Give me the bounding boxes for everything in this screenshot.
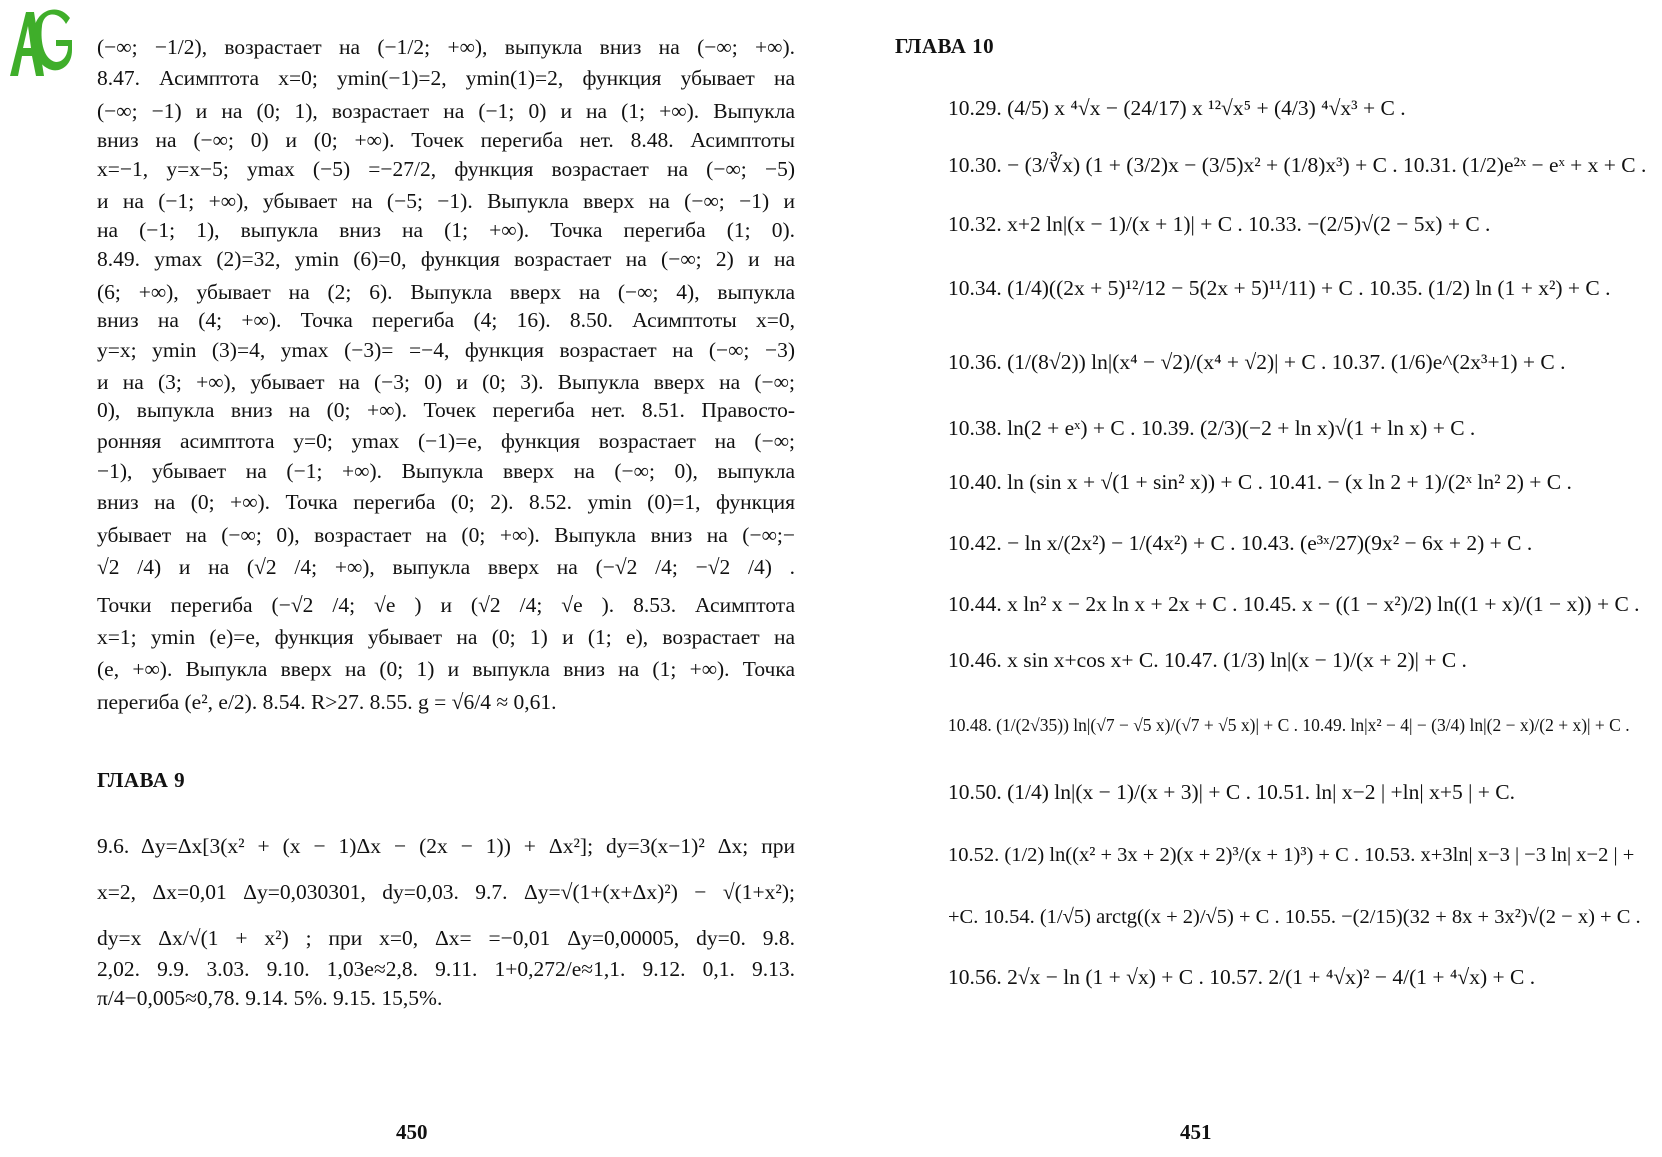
text-line: и на (−1; +∞), убывает на (−5; −1). Выпукла вверх на (−∞; −1) и	[97, 189, 795, 213]
answer-line: 10.30. − (3/∛x) (1 + (3/2)x − (3/5)x² + (1/8)x³) + C . 10.31. (1/2)e²ˣ − eˣ + x + C .	[948, 153, 1647, 177]
text-line: и на (3; +∞), убывает на (−3; 0) и (0; 3). Выпукла вверх на (−∞;	[97, 370, 795, 394]
chapter-9-line: π/4−0,005≈0,78. 9.14. 5%. 9.15. 15,5%.	[97, 986, 443, 1010]
text-line: (−∞; −1/2), возрастает на (−1/2; +∞), выпукла вниз на (−∞; +∞).	[97, 35, 795, 59]
answer-line: 10.46. x sin x+cos x+ C. 10.47. (1/3) ln|(x − 1)/(x + 2)| + C .	[948, 648, 1467, 672]
text-line: перегиба (e², e/2). 8.54. R>27. 8.55. g = √6/4 ≈ 0,61.	[97, 690, 557, 714]
text-line: (6; +∞), убывает на (2; 6). Выпукла вверх на (−∞; 4), выпукла	[97, 280, 795, 304]
text-line: убывает на (−∞; 0), возрастает на (0; +∞). Выпукла вниз на (−∞;−	[97, 523, 795, 547]
answer-line: 10.50. (1/4) ln|(x − 1)/(x + 3)| + C . 10.51. ln| x−2 | +ln| x+5 | + C.	[948, 780, 1515, 804]
text-line: (e, +∞). Выпукла вверх на (0; 1) и выпукла вниз на (1; +∞). Точка	[97, 657, 795, 681]
text-line: x=−1, y=x−5; ymax (−5) =−27/2, функция возрастает на (−∞; −5)	[97, 157, 795, 181]
answer-line: 10.48. (1/(2√35)) ln|(√7 − √5 x)/(√7 + √5 x)| + C . 10.49. ln|x² − 4| − (3/4) ln|(2 − x)/(2 + x)| + C .	[948, 715, 1630, 735]
text-line: на (−1; 1), выпукла вниз на (1; +∞). Точка перегиба (1; 0).	[97, 218, 795, 242]
text-line: x=1; ymin (e)=e, функция убывает на (0; 1) и (1; e), возрастает на	[97, 625, 795, 649]
chapter-9-line: 9.6. Δy=Δx[3(x² + (x − 1)Δx − (2x − 1)) + Δx²]; dy=3(x−1)² Δx; при	[97, 834, 795, 858]
answer-line: 10.36. (1/(8√2)) ln|(x⁴ − √2)/(x⁴ + √2)| + C . 10.37. (1/6)e^(2x³+1) + C .	[948, 350, 1566, 374]
text-line: −1), убывает на (−1; +∞). Выпукла вверх на (−∞; 0), выпукла	[97, 459, 795, 483]
answer-line: 10.44. x ln² x − 2x ln x + 2x + C . 10.45. x − ((1 − x²)/2) ln((1 + x)/(1 − x)) + C .	[948, 592, 1640, 616]
answer-line: 10.34. (1/4)((2x + 5)¹²/12 − 5(2x + 5)¹¹/11) + C . 10.35. (1/2) ln (1 + x²) + C .	[948, 276, 1611, 300]
ag-logo-icon	[4, 2, 72, 84]
page-number-right: 451	[1180, 1120, 1212, 1144]
chapter-9-heading: ГЛАВА 9	[97, 768, 186, 792]
chapter-9-line: dy=x Δx/√(1 + x²) ; при x=0, Δx= =−0,01 Δy=0,00005, dy=0. 9.8.	[97, 926, 795, 950]
answer-line: 10.38. ln(2 + eˣ) + C . 10.39. (2/3)(−2 + ln x)√(1 + ln x) + C .	[948, 416, 1476, 440]
answer-line: 10.52. (1/2) ln((x² + 3x + 2)(x + 2)³/(x + 1)³) + C . 10.53. x+3ln| x−3 | −3 ln| x−2 | +	[948, 844, 1635, 866]
text-line: вниз на (−∞; 0) и (0; +∞). Точек перегиба нет. 8.48. Асимптоты	[97, 128, 795, 152]
chapter-10-heading: ГЛАВА 10	[895, 34, 995, 58]
text-line: 8.47. Асимптота x=0; ymin(−1)=2, ymin(1)=2, функция убывает на	[97, 66, 795, 90]
answer-line: 10.56. 2√x − ln (1 + √x) + C . 10.57. 2/(1 + ⁴√x)² − 4/(1 + ⁴√x) + C .	[948, 965, 1536, 989]
text-line: ронняя асимптота y=0; ymax (−1)=e, функция возрастает на (−∞;	[97, 429, 795, 453]
chapter-9-line: 2,02. 9.9. 3.03. 9.10. 1,03e≈2,8. 9.11. 1+0,272/e≈1,1. 9.12. 0,1. 9.13.	[97, 957, 795, 981]
chapter-9-line: x=2, Δx=0,01 Δy=0,030301, dy=0,03. 9.7. Δy=√(1+(x+Δx)²) − √(1+x²);	[97, 880, 795, 904]
page-number-left: 450	[396, 1120, 428, 1144]
answer-line: 10.40. ln (sin x + √(1 + sin² x)) + C . 10.41. − (x ln 2 + 1)/(2ˣ ln² 2) + C .	[948, 470, 1572, 494]
text-line: Точки перегиба (−√2 /4; √e ) и (√2 /4; √e ). 8.53. Асимптота	[97, 593, 795, 617]
answer-line: 10.29. (4/5) x ⁴√x − (24/17) x ¹²√x⁵ + (4/3) ⁴√x³ + C .	[948, 96, 1406, 120]
text-line: √2 /4) и на (√2 /4; +∞), выпукла вверх на (−√2 /4; −√2 /4) .	[97, 555, 795, 579]
text-line: (−∞; −1) и на (0; 1), возрастает на (−1; 0) и на (1; +∞). Выпукла	[97, 99, 795, 123]
text-line: y=x; ymin (3)=4, ymax (−3)= =−4, функция возрастает на (−∞; −3)	[97, 338, 795, 362]
answer-line: +C. 10.54. (1/√5) arctg((x + 2)/√5) + C . 10.55. −(2/15)(32 + 8x + 3x²)√(2 − x) + C .	[948, 906, 1641, 928]
answer-line: 10.32. x+2 ln|(x − 1)/(x + 1)| + C . 10.33. −(2/5)√(2 − 5x) + C .	[948, 212, 1491, 236]
text-line: 0), выпукла вниз на (0; +∞). Точек перегиба нет. 8.51. Правосто-	[97, 398, 795, 422]
text-line: 8.49. ymax (2)=32, ymin (6)=0, функция возрастает на (−∞; 2) и на	[97, 247, 795, 271]
text-line: вниз на (0; +∞). Точка перегиба (0; 2). 8.52. ymin (0)=1, функция	[97, 490, 795, 514]
text-line: вниз на (4; +∞). Точка перегиба (4; 16). 8.50. Асимптоты x=0,	[97, 308, 795, 332]
answer-line: 10.42. − ln x/(2x²) − 1/(4x²) + C . 10.43. (e³ˣ/27)(9x² − 6x + 2) + C .	[948, 531, 1533, 555]
